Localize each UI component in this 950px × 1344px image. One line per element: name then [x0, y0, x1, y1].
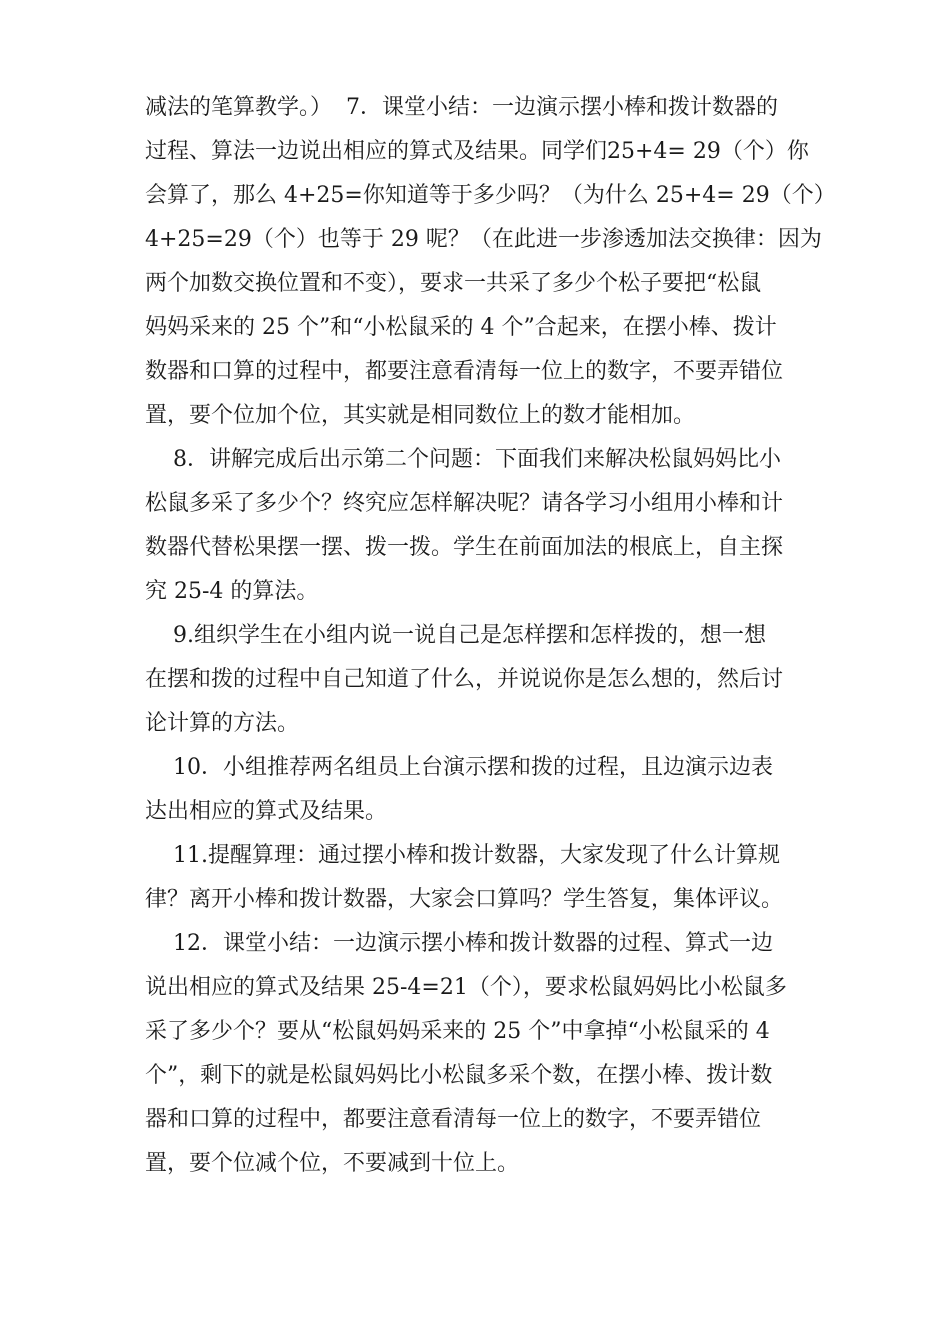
- text-line: 器和口算的过程中，都要注意看清每一位上的数字，不要弄错位: [145, 1107, 762, 1132]
- text-line: 置，要个位减个位，不要减到十位上。: [145, 1151, 520, 1176]
- paragraph-12: [145, 922, 815, 1186]
- text-line: 减法的笔算教学。） 7．课堂小结：一边演示摆小棒和拨计数器的: [145, 95, 778, 120]
- text-line: 个”，剩下的就是松鼠妈妈比小松鼠多采个数，在摆小棒、拨计数: [145, 1063, 773, 1088]
- paragraph-9: [145, 614, 815, 746]
- text-line: 松鼠多采了多少个？终究应怎样解决呢？请各学习小组用小棒和计: [145, 491, 784, 516]
- paragraph-8: [145, 438, 815, 614]
- paragraph-10: [145, 746, 815, 834]
- text-line: 论计算的方法。: [145, 711, 300, 736]
- text-line: 达出相应的算式及结果。: [145, 799, 388, 824]
- text-line: 过程、算法一边说出相应的算式及结果。同学们25+4= 29（个）你: [145, 139, 809, 164]
- paragraph-11: [145, 834, 815, 922]
- text-line: 数器代替松果摆一摆、拨一拨。学生在前面加法的根底上，自主探: [145, 535, 784, 560]
- text-line: 究 25-4 的算法。: [145, 579, 319, 604]
- text-line: 在摆和拨的过程中自己知道了什么，并说说你是怎么想的，然后讨: [145, 667, 784, 692]
- text-line: 10．小组推荐两名组员上台演示摆和拨的过程，且边演示边表: [145, 755, 773, 780]
- text-line: 采了多少个？要从“松鼠妈妈采来的 25 个”中拿掉“小松鼠采的 4: [145, 1019, 770, 1044]
- paragraph-7-summary: [145, 86, 836, 438]
- text-line: 律？离开小棒和拨计数器，大家会口算吗？学生答复，集体评议。: [145, 887, 784, 912]
- text-line: 9.组织学生在小组内说一说自己是怎样摆和怎样拨的，想一想: [145, 623, 766, 648]
- text-line: 11.提醒算理：通过摆小棒和拨计数器，大家发现了什么计算规: [145, 843, 780, 868]
- text-line: 12．课堂小结：一边演示摆小棒和拨计数器的过程、算式一边: [145, 931, 773, 956]
- text-line: 置，要个位加个位，其实就是相同数位上的数才能相加。: [145, 403, 696, 428]
- document-body: [145, 86, 836, 1186]
- text-line: 会算了，那么 4+25=你知道等于多少吗？（为什么 25+4= 29（个）: [145, 183, 836, 208]
- text-line: 说出相应的算式及结果 25-4=21（个），要求松鼠妈妈比小松鼠多: [145, 975, 787, 1000]
- text-line: 妈妈采来的 25 个”和“小松鼠采的 4 个”合起来，在摆小棒、拨计: [145, 315, 777, 340]
- text-line: 两个加数交换位置和不变），要求一共采了多少个松子要把“松鼠: [145, 271, 762, 296]
- text-line: 8．讲解完成后出示第二个问题：下面我们来解决松鼠妈妈比小: [145, 447, 781, 472]
- text-line: 数器和口算的过程中，都要注意看清每一位上的数字，不要弄错位: [145, 359, 784, 384]
- text-line: 4+25=29（个）也等于 29 呢？（在此进一步渗透加法交换律：因为: [145, 227, 822, 252]
